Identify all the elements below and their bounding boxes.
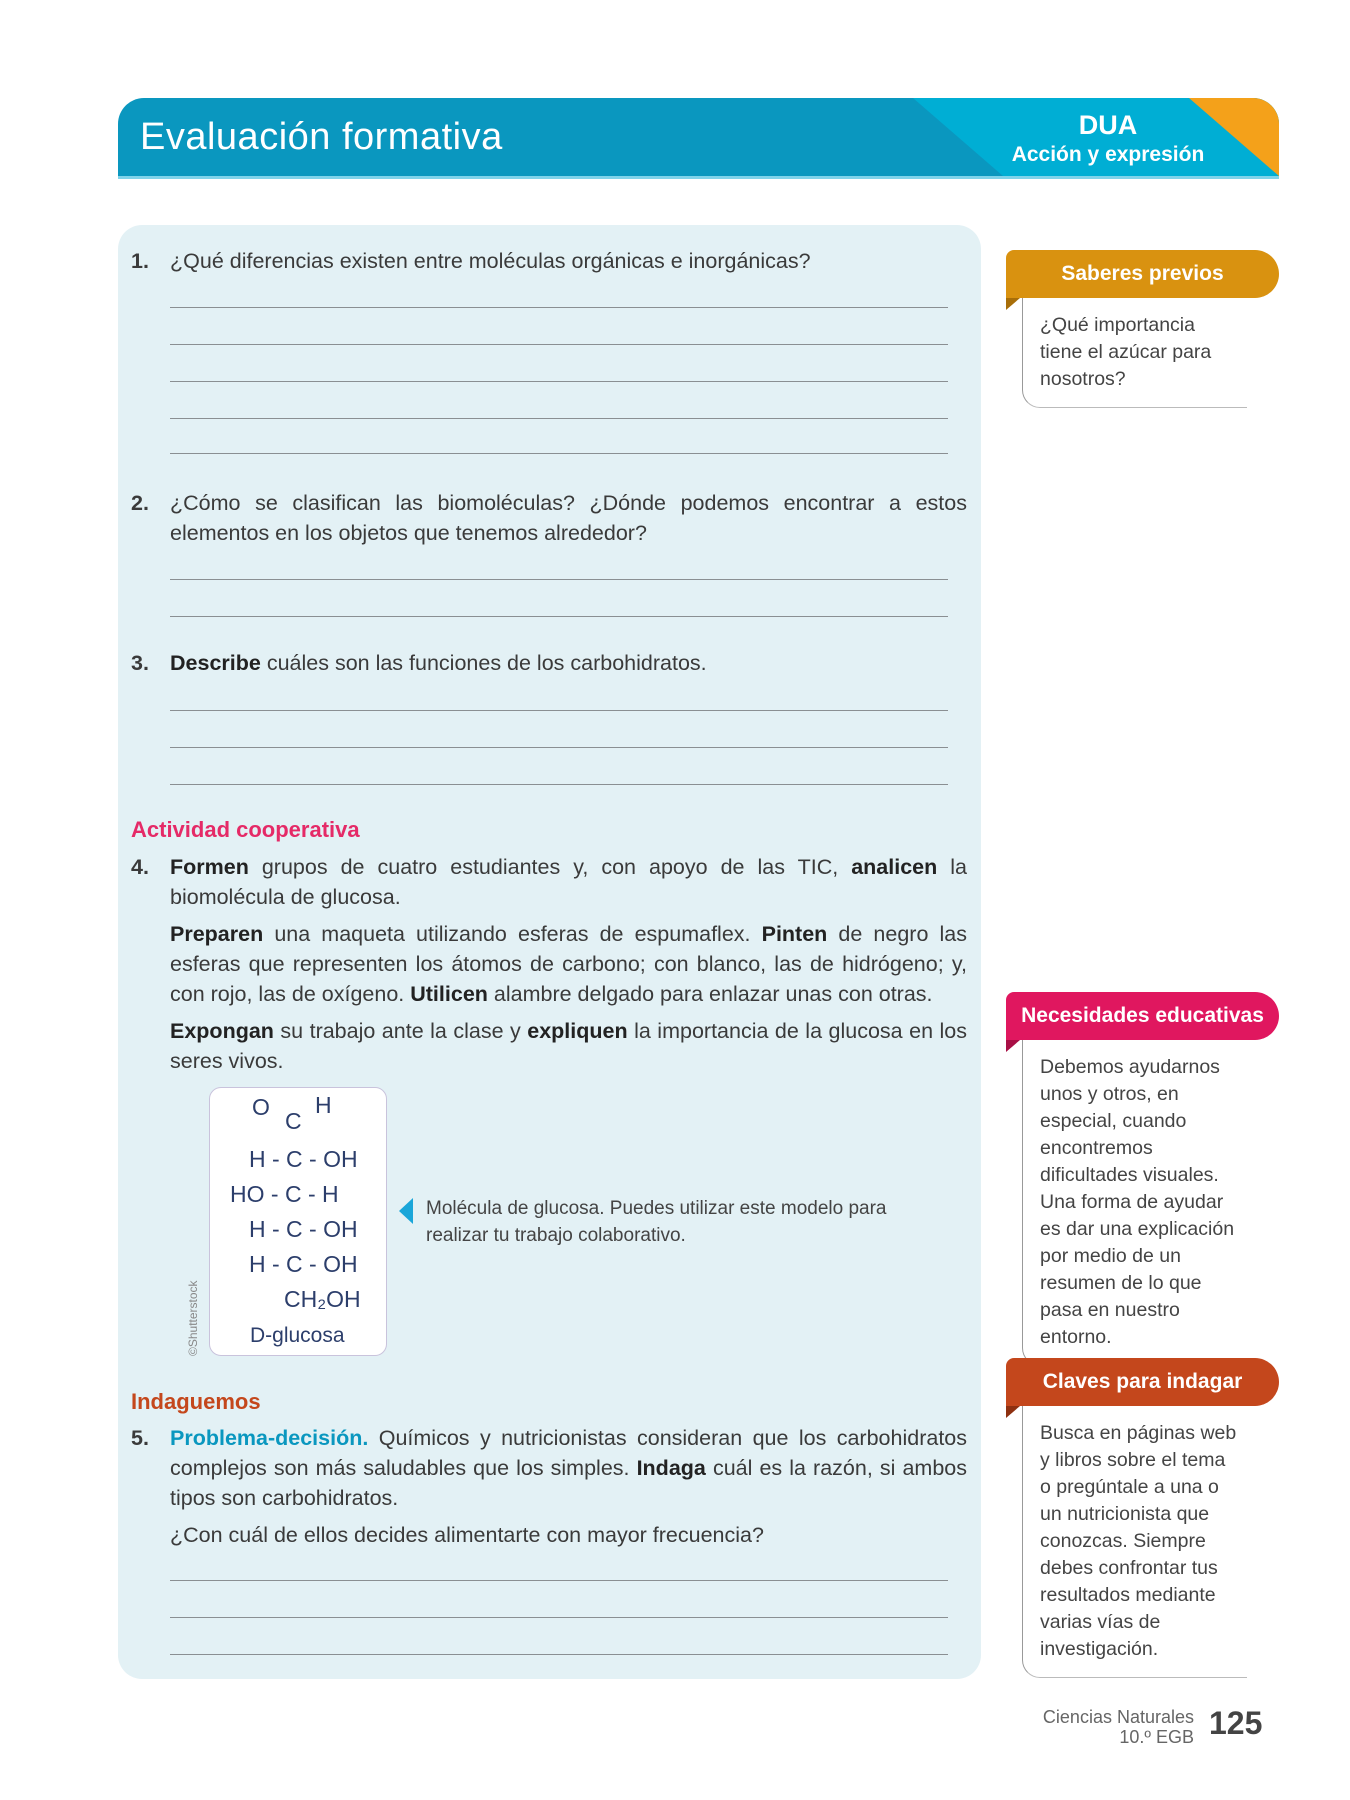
- activity-heading: Actividad cooperativa: [131, 817, 360, 842]
- answer-line[interactable]: [170, 418, 948, 419]
- question-5: [131, 1423, 967, 1557]
- answer-line[interactable]: [170, 579, 948, 580]
- box-text: ¿Qué importancia tiene el azúcar para nosotros?: [1022, 298, 1247, 408]
- answer-line[interactable]: [170, 381, 948, 382]
- atom-label: C: [285, 1108, 302, 1134]
- answer-line[interactable]: [170, 747, 948, 748]
- atom-label: H: [315, 1092, 332, 1118]
- subject: Ciencias Naturales: [1042, 1707, 1194, 1727]
- image-credit: ©Shutterstock: [186, 1280, 200, 1356]
- saberes-previos-box: [1006, 250, 1279, 408]
- box-title: Necesidades educativas: [1006, 992, 1279, 1040]
- answer-line[interactable]: [170, 784, 948, 785]
- diagram-label: D-glucosa: [250, 1324, 345, 1347]
- box-text: Debemos ayudarnos unos y otros, en especial, cuando encontremos dificultades visuales. Una forma de ayudar es dar una explicación por medio de un resumen de lo que pasa en nuestro entorno.: [1022, 1040, 1247, 1366]
- grade: 10.º EGB: [1119, 1727, 1194, 1747]
- dua-subtitle: Acción y expresión: [1011, 143, 1205, 166]
- atom-label: O: [252, 1094, 270, 1120]
- answer-line[interactable]: [170, 616, 948, 617]
- activity-paragraph: Expongan su trabajo ante la clase y expliquen la importancia de la glucosa en los seres vivos.: [170, 1019, 967, 1073]
- glucose-diagram: [209, 1087, 387, 1356]
- figure-caption: Molécula de glucosa. Puedes utilizar este modelo para realizar tu trabajo colaborativo.: [426, 1198, 887, 1246]
- dua-label: [998, 110, 1218, 167]
- question-text: ¿Cómo se clasifican las biomoléculas? ¿Dónde podemos encontrar a estos elementos en los objetos que tenemos alrededor?: [170, 491, 967, 545]
- activity-paragraph: Formen grupos de cuatro estudiantes y, con apoyo de las TIC, analicen la biomolécula de glucosa.: [170, 855, 967, 909]
- question-text: Problema-decisión. Químicos y nutricionistas consideran que los carbohidratos complejos son más saludables que los simples. Indaga cuál es la razón, si ambos tipos son carbohidratos.: [170, 1426, 967, 1510]
- box-text: Busca en páginas web y libros sobre el tema o pregúntale a una o un nutricionista que conozcas. Siempre debes confrontar tus resultados mediante varias vías de investigación.: [1022, 1406, 1247, 1678]
- question-text: cuáles son las funciones de los carbohidratos.: [260, 651, 707, 675]
- question-number: 2.: [131, 491, 149, 515]
- question-3: [131, 648, 967, 678]
- question-4: [131, 852, 967, 1083]
- answer-line[interactable]: [170, 453, 948, 454]
- claves-para-indagar-box: [1006, 1358, 1279, 1678]
- answer-line[interactable]: [170, 307, 948, 308]
- answer-line[interactable]: [170, 1654, 948, 1655]
- answer-line[interactable]: [170, 1580, 948, 1581]
- box-title: Claves para indagar: [1006, 1358, 1279, 1406]
- section-title: Evaluación formativa: [140, 116, 503, 158]
- question-text: ¿Con cuál de ellos decides alimentarte con mayor frecuencia?: [170, 1523, 764, 1547]
- footer-subject: [1043, 1707, 1194, 1747]
- question-number: 4.: [131, 855, 149, 879]
- question-text: ¿Qué diferencias existen entre moléculas orgánicas e inorgánicas?: [170, 249, 811, 273]
- question-number: 1.: [131, 249, 149, 273]
- question-1: [131, 246, 967, 276]
- glucose-row: H - C - OH: [249, 1146, 358, 1172]
- answer-line[interactable]: [170, 1617, 948, 1618]
- answer-line[interactable]: [170, 344, 948, 345]
- necesidades-educativas-box: [1006, 992, 1279, 1366]
- question-2: [131, 488, 967, 548]
- dua-title: DUA: [1078, 110, 1138, 140]
- question-number: 5.: [131, 1426, 149, 1450]
- glucose-row: H - C - OH: [249, 1251, 358, 1277]
- answer-line[interactable]: [170, 710, 948, 711]
- indaguemos-heading: Indaguemos: [131, 1389, 261, 1414]
- glucose-row: H - C - OH: [249, 1216, 358, 1242]
- glucose-row: CH₂OH: [284, 1286, 361, 1312]
- keyword: Describe: [170, 651, 261, 675]
- activity-paragraph: Preparen una maqueta utilizando esferas de espumaflex. Pinten de negro las esferas que representen los átomos de carbono; con blanco, las de hidrógeno; y, con rojo, las de oxígeno. Utilicen alambre delgado para enlazar unas con otras.: [170, 922, 967, 1006]
- page-number: 125: [1209, 1705, 1263, 1741]
- question-number: 3.: [131, 651, 149, 675]
- section-header: [118, 98, 1279, 179]
- caption-pointer-icon: [399, 1198, 413, 1224]
- box-title: Saberes previos: [1006, 250, 1279, 298]
- glucose-row: HO - C - H: [230, 1181, 339, 1207]
